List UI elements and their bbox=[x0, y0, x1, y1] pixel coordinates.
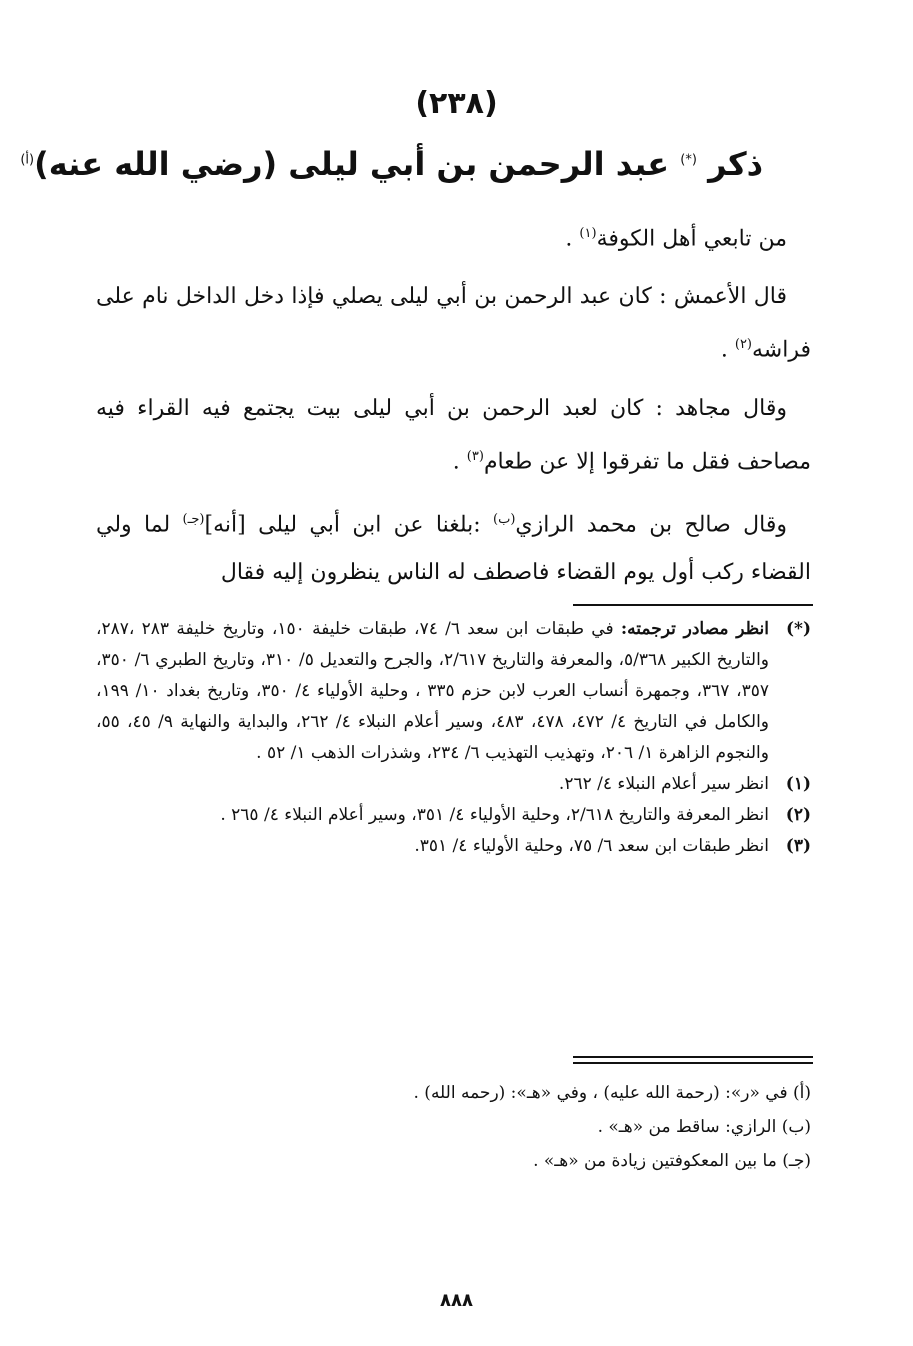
variant-note: (أ) في «ر»: (رحمة الله عليه) ، وفي «هـ»: (رحمه الله) . bbox=[413, 1083, 811, 1103]
paragraph bbox=[96, 210, 811, 263]
footnote-marker: (٣) bbox=[466, 448, 484, 464]
footnote bbox=[96, 831, 811, 862]
body-text bbox=[96, 210, 811, 607]
paragraph-text: وقال مجاهد : كان لعبد الرحمن بن أبي ليلى بيت يجتمع فيه القراء فيه مصاحف فقل ما تفرقوا إلا عن طعام bbox=[96, 395, 811, 474]
footnote bbox=[96, 800, 811, 831]
footnote-lead: انظر مصادر ترجمته: bbox=[620, 619, 770, 639]
paragraph bbox=[96, 273, 811, 374]
variant-marker: (جـ) bbox=[182, 511, 205, 527]
paragraph-text: وقال صالح بن محمد الرازي bbox=[515, 512, 788, 538]
footnote bbox=[96, 769, 811, 800]
variant-note: (ب) الرازي: ساقط من «هـ» . bbox=[597, 1117, 811, 1137]
heading-prefix: ذكر bbox=[708, 145, 763, 183]
paragraph bbox=[96, 496, 811, 597]
footnote-mark: (٣) bbox=[785, 836, 811, 856]
paragraph-text: قال الأعمش : كان عبد الرحمن بن أبي ليلى يصلي فإذا دخل الداخل نام على فراشه bbox=[96, 284, 811, 363]
entry-number: (٢٣٨) bbox=[415, 86, 498, 121]
footnote-mark: (١) bbox=[785, 774, 811, 794]
footnote-marker: (٢) bbox=[734, 337, 752, 353]
footnote-mark: (٢) bbox=[785, 805, 811, 825]
footnotes bbox=[96, 614, 811, 862]
footnote-divider bbox=[573, 604, 813, 606]
page-number: ٨٨٨ bbox=[440, 1290, 473, 1311]
paragraph-text: من تابعي أهل الكوفة bbox=[596, 226, 787, 252]
footnote-marker: (١) bbox=[579, 226, 597, 241]
paragraph-tail: . bbox=[565, 226, 580, 252]
paragraph-tail: لما ولي القضاء ركب أول يوم القضاء فاصطف له الناس ينظرون إليه فقال bbox=[96, 512, 811, 586]
footnote-text: انظر المعرفة والتاريخ ٢/٦١٨، وحلية الأولياء ٤/ ٣٥١، وسير أعلام النبلاء ٤/ ٢٦٥ . bbox=[220, 805, 769, 825]
footnote-body bbox=[96, 614, 769, 769]
footnote-text: انظر طبقات ابن سعد ٦/ ٧٥، وحلية الأولياء ٤/ ٣٥١. bbox=[414, 836, 769, 856]
footnote bbox=[96, 614, 811, 769]
paragraph-tail: . bbox=[720, 337, 735, 363]
heading-name: عبد الرحمن بن أبي ليلى (رضي الله عنه) bbox=[34, 145, 670, 183]
entry-heading bbox=[20, 145, 763, 183]
variant-marker: (ب) bbox=[493, 511, 516, 527]
footnote-text: في طبقات ابن سعد ٦/ ٧٤، طبقات خليفة ١٥٠، وتاريخ خليفة ٢٨٣ ،٢٨٧، والتاريخ الكبير ٥/٣٦٨، والمعرفة والتاريخ ٢/٦١٧، والجرح والتعديل ٥/ ٣١٠، وتاريخ الطبري ٦/ ٣٥٠، ٣٥٧، ٣٦٧، وجمهرة أنساب العرب لابن حزم ٣٣٥ ، وحلية الأولياء ٤/ ٣٥٠، وتاريخ بغداد ١٠/ ١٩٩، والكامل في التاريخ ٤/ ٤٧٢، ٤٧٨، ٤٨٣، وسير أعلام النبلاء ٤/ ٢٦٢، والبداية والنهاية ٩/ ٤٥، ٥٥، والنجوم الزاهرة ١/ ٢٠٦، وتهذيب التهذيب ٦/ ٢٣٤، وشذرات الذهب ١/ ٥٢ . bbox=[96, 619, 770, 763]
paragraph-tail: :بلغنا عن ابن أبي ليلى [أنه] bbox=[204, 512, 494, 538]
manuscript-variants bbox=[96, 1076, 811, 1178]
footnote-mark: (*) bbox=[786, 619, 811, 639]
heading-star-mark: (*) bbox=[680, 152, 697, 168]
footnote-text: انظر سير أعلام النبلاء ٤/ ٢٦٢. bbox=[558, 774, 769, 794]
paragraph bbox=[96, 385, 811, 486]
variant-note: (جـ) ما بين المعكوفتين زيادة من «هـ» . bbox=[533, 1151, 811, 1171]
variants-divider bbox=[573, 1056, 813, 1064]
paragraph-tail: . bbox=[452, 448, 467, 474]
heading-variant-mark: (أ) bbox=[20, 152, 35, 168]
